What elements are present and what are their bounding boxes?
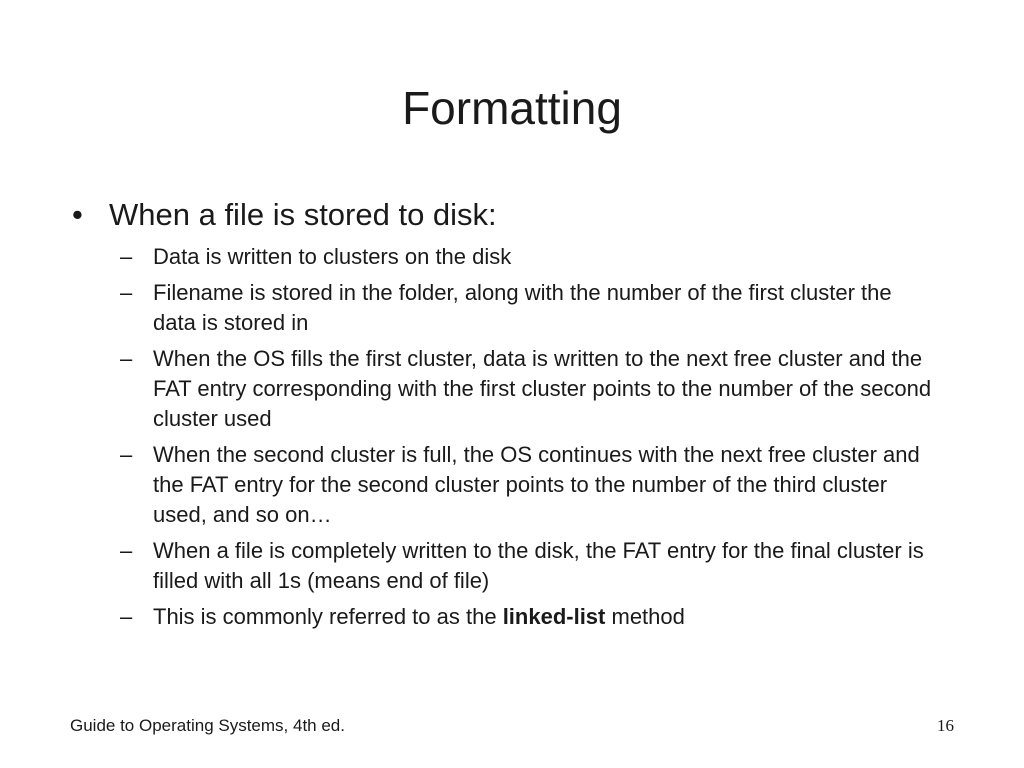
sub-bullet: [120, 536, 940, 596]
main-bullet: [72, 196, 972, 234]
dash-marker: –: [120, 442, 133, 467]
dash-marker: –: [120, 346, 133, 371]
sub-bullet: [120, 344, 940, 434]
dash-marker: –: [120, 604, 133, 629]
text-after-bold: method: [605, 604, 685, 629]
sub-bullet-text: When the OS fills the first cluster, data is written to the next free cluster and the FAT entry corresponding with the first cluster points to the number of the second cluster used: [153, 346, 932, 431]
footer-book-title: Guide to Operating Systems, 4th ed.: [70, 716, 345, 735]
sub-bullet-text: When a file is completely written to the disk, the FAT entry for the final cluster is filled with all 1s (means end of file): [153, 538, 924, 593]
dash-marker: –: [120, 538, 133, 563]
slide-title: Formatting: [402, 82, 622, 134]
sub-bullet-linked-list: [120, 602, 940, 632]
sub-bullet-text: [153, 602, 940, 632]
main-bullet-text: When a file is stored to disk:: [109, 197, 497, 232]
sub-bullet-text: Filename is stored in the folder, along with the number of the first cluster the data is stored in: [153, 280, 892, 335]
slide-content: [72, 196, 972, 638]
bullet-marker: •: [72, 197, 83, 232]
dash-marker: –: [120, 280, 133, 305]
sub-bullet-text: Data is written to clusters on the disk: [153, 244, 512, 269]
sub-bullet: [120, 242, 940, 272]
page-number: 16: [937, 716, 954, 735]
sub-bullet: [120, 278, 940, 338]
sub-bullet-text: When the second cluster is full, the OS continues with the next free cluster and the FAT entry for the second cluster points to the number of the third cluster used, and so on…: [153, 442, 920, 527]
text-before-bold: This is commonly referred to as the: [153, 604, 503, 629]
sub-bullet-list: [72, 242, 972, 632]
dash-marker: –: [120, 244, 133, 269]
bold-term: linked-list: [502, 604, 606, 629]
sub-bullet: [120, 440, 940, 530]
